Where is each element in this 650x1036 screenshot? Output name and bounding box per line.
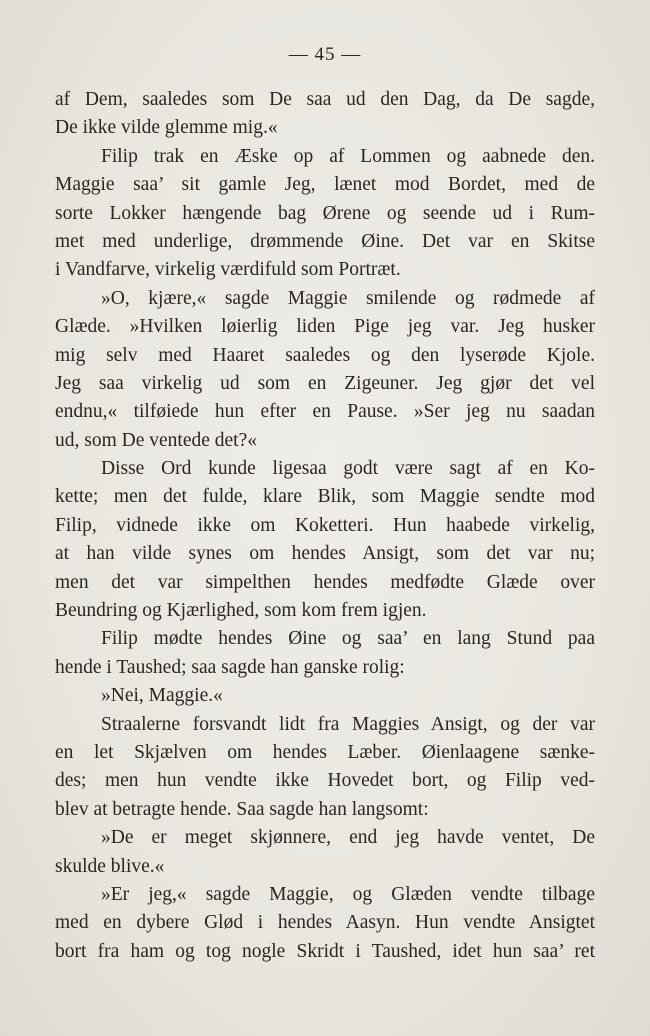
page-number: — 45 — — [288, 44, 362, 65]
text-line: blev at betragte hende. Saa sagde han langsomt: — [55, 798, 429, 820]
text-line: en let Skjælven om hendes Læber. Øienlaagene sænke- — [55, 741, 595, 763]
text-line: Jeg saa virkelig ud som en Zigeuner. Jeg gjør det vel — [55, 372, 595, 394]
text-line: at han vilde synes om hendes Ansigt, som det var nu; — [55, 543, 595, 565]
body-text — [55, 86, 595, 966]
text-line: endnu,« tilføiede hun efter en Pause. »Ser jeg nu saadan — [55, 401, 595, 423]
text-line: Disse Ord kunde ligesaa godt være sagt af en Ko- — [101, 458, 595, 480]
text-line: skulde blive.« — [55, 855, 165, 877]
text-line: »Nei, Maggie.« — [101, 685, 223, 707]
text-line: Filip trak en Æske op af Lommen og aabnede den. — [101, 145, 595, 167]
text-line: men det var simpelthen hendes medfødte Glæde over — [55, 571, 595, 593]
text-line: met med underlige, drømmende Øine. Det var en Skitse — [55, 230, 595, 252]
text-line: »Er jeg,« sagde Maggie, og Glæden vendte tilbage — [101, 883, 595, 905]
text-line: mig selv med Haaret saaledes og den lyserøde Kjole. — [55, 344, 595, 366]
text-line: af Dem, saaledes som De saa ud den Dag, da De sagde, — [55, 89, 595, 110]
text-line: i Vandfarve, virkelig værdifuld som Portræt. — [55, 259, 401, 281]
text-line: Filip, vidnede ikke om Koketteri. Hun haabede virkelig, — [55, 514, 595, 536]
text-line: »O, kjære,« sagde Maggie smilende og rødmede af — [101, 287, 595, 309]
text-line: Beundring og Kjærlighed, som kom frem igjen. — [55, 600, 427, 622]
text-line: hende i Taushed; saa sagde han ganske rolig: — [55, 656, 405, 678]
text-line: Maggie saa’ sit gamle Jeg, lænet mod Bordet, med de — [55, 174, 595, 196]
text-line: Straalerne forsvandt lidt fra Maggies Ansigt, og der var — [101, 713, 595, 735]
text-line: med en dybere Glød i hendes Aasyn. Hun vendte Ansigtet — [55, 912, 595, 934]
text-line: De ikke vilde glemme mig.« — [55, 117, 278, 139]
text-line: Glæde. »Hvilken løierlig liden Pige jeg var. Jeg husker — [55, 316, 595, 338]
text-line: Filip mødte hendes Øine og saa’ en lang Stund paa — [101, 628, 595, 650]
text-line: ud, som De ventede det?« — [55, 429, 257, 451]
text-line: »De er meget skjønnere, end jeg havde ventet, De — [101, 827, 595, 849]
text-line: des; men hun vendte ikke Hovedet bort, og Filip ved- — [55, 770, 595, 792]
text-line: kette; men det fulde, klare Blik, som Maggie sendte mod — [55, 486, 595, 508]
text-line: sorte Lokker hængende bag Ørene og seende ud i Rum- — [55, 202, 595, 224]
text-line: bort fra ham og tog nogle Skridt i Taushed, idet hun saa’ ret — [55, 940, 595, 962]
